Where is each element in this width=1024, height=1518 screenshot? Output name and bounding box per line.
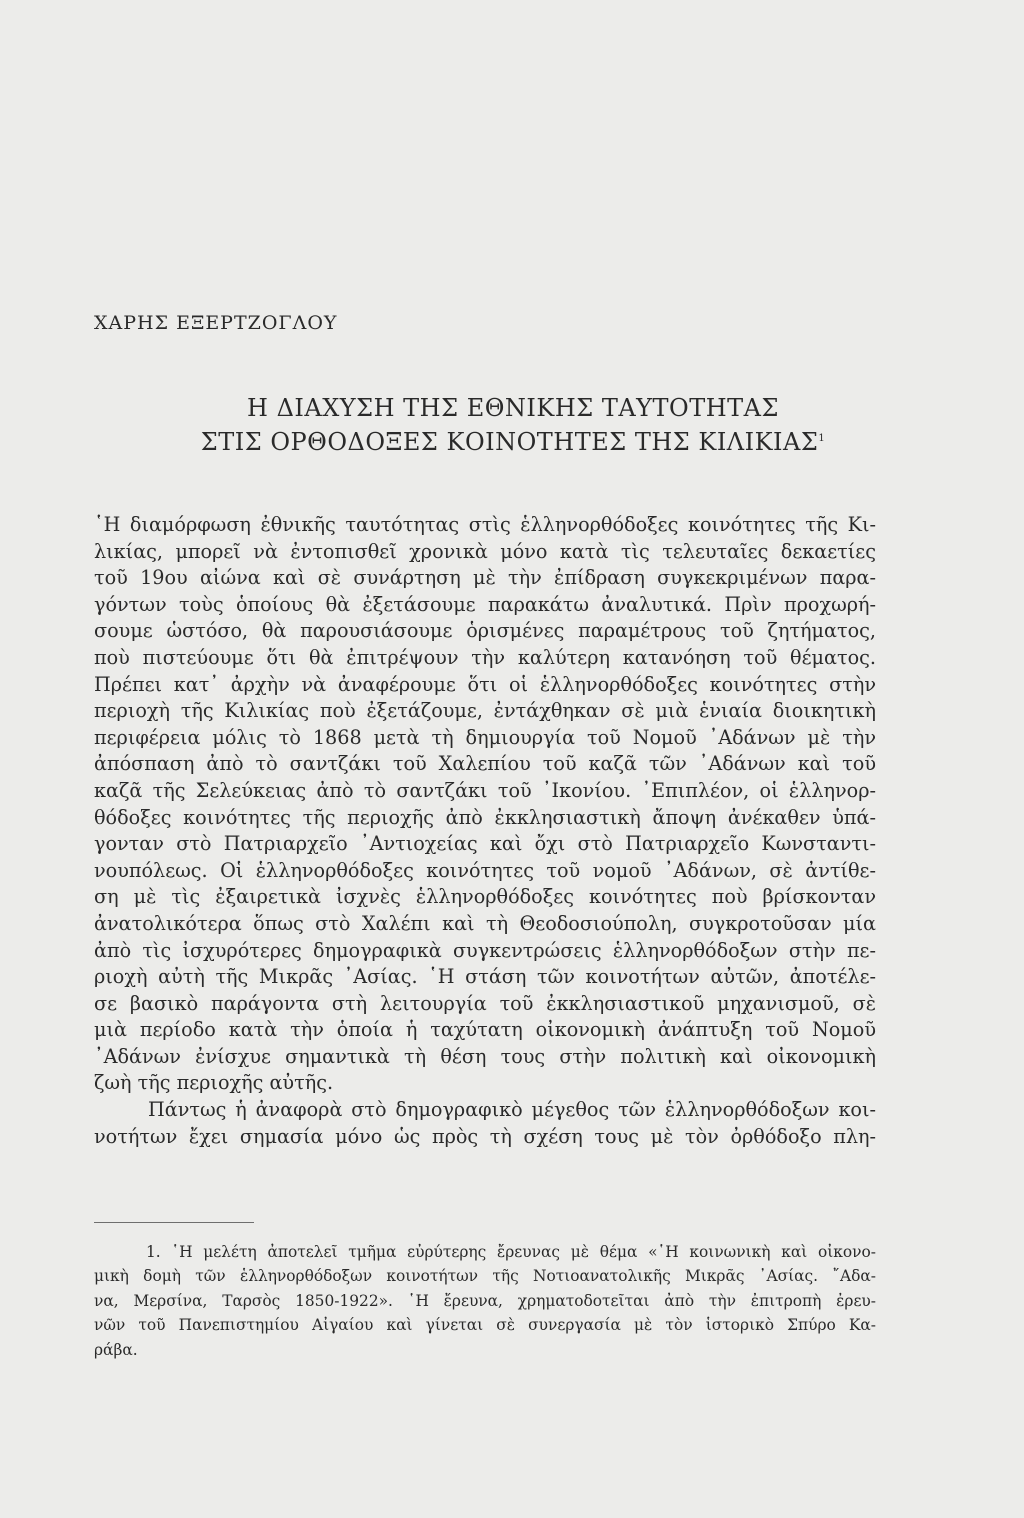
footnote-reference-marker: 1 xyxy=(818,433,826,444)
article-title-line-1: Η ΔΙΑΧΥΣΗ ΤΗΣ ΕΘΝΙΚΗΣ ΤΑΥΤΟΤΗΤΑΣ xyxy=(247,394,779,422)
footnote-line: ράβα. xyxy=(94,1340,138,1359)
footnote-line: να, Μερσίνα, Ταρσὸς 1850-1922». ῾Η ἔρευνα, χρηματοδοτεῖται ἀπὸ τὴν ἐπιτροπὴ ἐρευ- xyxy=(94,1291,876,1310)
body-line: νουπόλεως. Οἱ ἑλληνορθόδοξες κοινότητες τοῦ νομοῦ ᾽Αδάνων, σὲ ἀντίθε- xyxy=(94,858,876,882)
body-line: τοῦ 19ου αἰώνα καὶ σὲ συνάρτηση μὲ τὴν ἐπίδραση συγκεκριμένων παρα- xyxy=(94,566,876,590)
body-line: νοτήτων ἔχει σημασία μόνο ὡς πρὸς τὴ σχέση τους μὲ τὸν ὀρθόδοξο πλη- xyxy=(94,1124,876,1148)
body-line: γονταν στὸ Πατριαρχεῖο ᾽Αντιοχείας καὶ ὄχι στὸ Πατριαρχεῖο Κωνσταντι- xyxy=(94,832,876,856)
body-line: σε βασικὸ παράγοντα στὴ λειτουργία τοῦ ἐκκλησιαστικοῦ μηχανισμοῦ, σὲ xyxy=(94,991,876,1015)
body-text xyxy=(94,512,876,1150)
footnote-line: μικὴ δομὴ τῶν ἑλληνορθόδοξων κοινοτήτων τῆς Νοτιοανατολικῆς Μικρᾶς ᾽Ασίας. ῎Αδα- xyxy=(94,1267,876,1286)
body-line: μιὰ περίοδο κατὰ τὴν ὁποία ἡ ταχύτατη οἰκονομικὴ ἀνάπτυξη τοῦ Νομοῦ xyxy=(94,1018,876,1042)
footnote-line: νῶν τοῦ Πανεπιστημίου Αἰγαίου καὶ γίνεται σὲ συνεργασία μὲ τὸν ἱστορικὸ Σπύρο Κα- xyxy=(94,1316,876,1335)
body-line: ἀνατολικότερα ὅπως στὸ Χαλέπι καὶ τὴ Θεοδοσιούπολη, συγκροτοῦσαν μία xyxy=(94,911,876,935)
body-line: ἀπόσπαση ἀπὸ τὸ σαντζάκι τοῦ Χαλεπίου τοῦ καζᾶ τῶν ᾽Αδάνων καὶ τοῦ xyxy=(94,752,876,776)
article-title-line-2-text: ΣΤΙΣ ΟΡΘΟΔΟΞΕΣ ΚΟΙΝΟΤΗΤΕΣ ΤΗΣ ΚΙΛΙΚΙΑΣ xyxy=(200,428,819,456)
body-line: ᾽Αδάνων ἐνίσχυε σημαντικὰ τὴ θέση τους στὴν πολιτικὴ καὶ οἰκονομικὴ xyxy=(94,1044,876,1068)
body-line: ἀπὸ τὶς ἰσχυρότερες δημογραφικὰ συγκεντρώσεις ἑλληνορθόδοξων στὴν πε- xyxy=(94,938,876,962)
body-line: θόδοξες κοινότητες τῆς περιοχῆς ἀπὸ ἐκκλησιαστικὴ ἄποψη ἀνέκαθεν ὑπά- xyxy=(94,805,876,829)
body-line: καζᾶ τῆς Σελεύκειας ἀπὸ τὸ σαντζάκι τοῦ ᾽Ικονίου. ᾽Επιπλέον, οἱ ἑλληνορ- xyxy=(94,778,876,802)
body-line: περιφέρεια μόλις τὸ 1868 μετὰ τὴ δημιουργία τοῦ Νομοῦ ᾽Αδάνων μὲ τὴν xyxy=(94,725,876,749)
body-line: σουμε ὡστόσο, θὰ παρουσιάσουμε ὁρισμένες παραμέτρους τοῦ ζητήματος, xyxy=(94,619,876,643)
body-line: ποὺ πιστεύουμε ὅτι θὰ ἐπιτρέψουν τὴν καλύτερη κατανόηση τοῦ θέματος. xyxy=(94,645,876,669)
body-line: ση μὲ τὶς ἐξαιρετικὰ ἰσχνὲς ἑλληνορθόδοξες κοινότητες ποὺ βρίσκονταν xyxy=(94,885,876,909)
footnote-line: 1. ῾Η μελέτη ἀποτελεῖ τμῆμα εὐρύτερης ἔρευνας μὲ θέμα «῾Η κοινωνικὴ καὶ οἰκονο- xyxy=(146,1243,876,1261)
body-line: λικίας, μπορεῖ νὰ ἐντοπισθεῖ χρονικὰ μόνο κατὰ τὶς τελευταῖες δεκαετίες xyxy=(94,539,876,563)
body-line: ζωὴ τῆς περιοχῆς αὐτῆς. xyxy=(94,1071,334,1095)
body-line: ῾Η διαμόρφωση ἐθνικῆς ταυτότητας στὶς ἑλληνορθόδοξες κοινότητες τῆς Κι- xyxy=(94,513,876,536)
body-line: Πάντως ἡ ἀναφορὰ στὸ δημογραφικὸ μέγεθος τῶν ἑλληνορθόδοξων κοι- xyxy=(148,1098,876,1122)
body-line: γόντων τοὺς ὁποίους θὰ ἐξετάσουμε παρακάτω ἀναλυτικά. Πρὶν προχωρή- xyxy=(94,592,876,616)
body-line: περιοχὴ τῆς Κιλικίας ποὺ ἐξετάζουμε, ἐντάχθηκαν σὲ μιὰ ἑνιαία διοικητικὴ xyxy=(94,699,876,723)
footnote xyxy=(94,1240,876,1362)
body-line: Πρέπει κατ᾽ ἀρχὴν νὰ ἀναφέρουμε ὅτι οἱ ἑλληνορθόδοξες κοινότητες στὴν xyxy=(94,672,876,696)
footnote-divider xyxy=(94,1222,254,1223)
body-line: ριοχὴ αὐτὴ τῆς Μικρᾶς ᾽Ασίας. ῾Η στάση τῶν κοινοτήτων αὐτῶν, ἀποτέλε- xyxy=(94,965,876,989)
author-name: ΧΑΡΗΣ ΕΞΕΡΤΖΟΓΛΟΥ xyxy=(94,312,338,334)
article-title-line-2 xyxy=(94,428,932,456)
